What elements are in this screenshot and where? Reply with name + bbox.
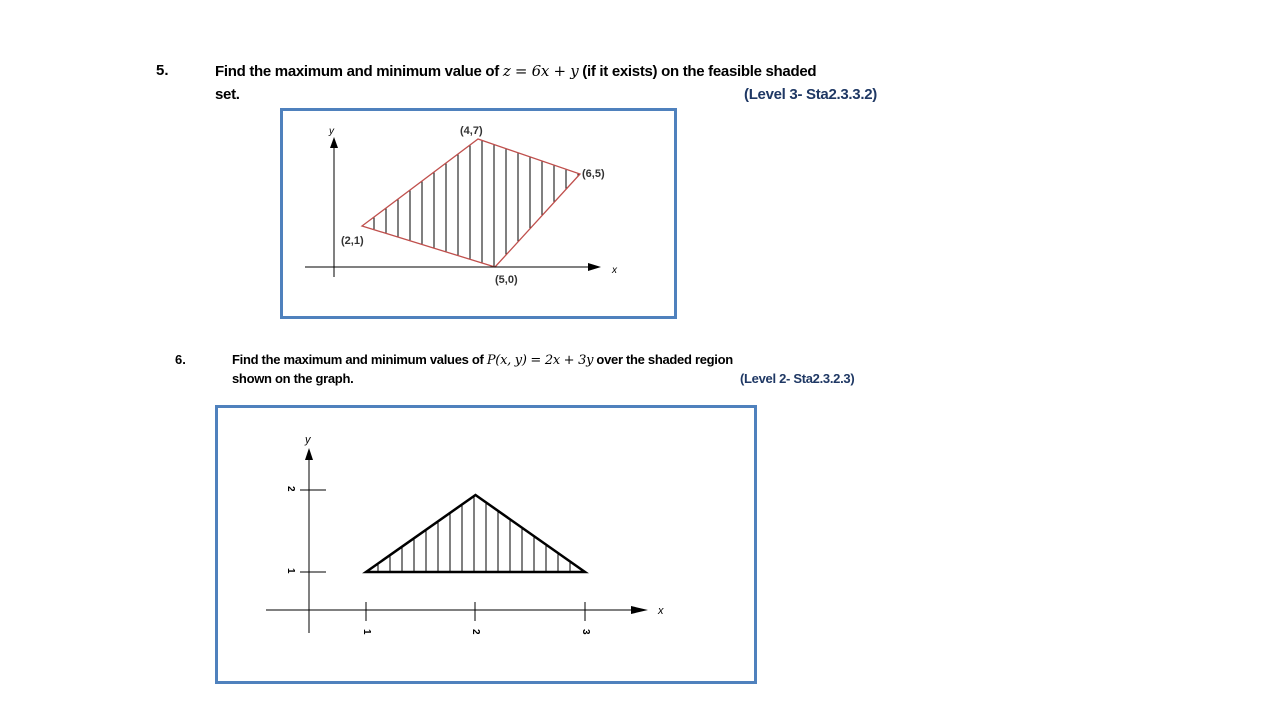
question-6-text-a: Find the maximum and minimum values of [232, 352, 487, 367]
question-6-graph-frame [215, 405, 757, 684]
question-6-x-tick-label-3: 3 [580, 629, 591, 635]
question-5-vertex-label-5-0: (5,0) [495, 274, 518, 286]
question-5-feasible-region-outline [362, 139, 580, 267]
question-5-objective: z = 6x + y [502, 62, 579, 80]
question-5-vertex-label-2-1: (2,1) [341, 235, 364, 247]
question-5-vertex-label-4-7: (4,7) [460, 125, 483, 137]
question-5-vertex-label-6-5: (6,5) [582, 168, 605, 180]
question-5-number: 5. [156, 62, 169, 79]
question-6-text-line2: shown on the graph. [232, 371, 354, 386]
question-6-y-axis-arrow [305, 448, 313, 460]
question-5-text-line1 [215, 62, 816, 80]
question-5-x-axis-arrow [588, 263, 601, 271]
question-6-x-tick-label-1: 1 [361, 629, 372, 635]
question-6-hatching [378, 496, 582, 572]
question-5-text-a: Find the maximum and minimum value of [215, 63, 503, 80]
question-6-text-b: over the shaded region [593, 352, 733, 367]
question-6-x-axis-arrow [631, 606, 648, 614]
question-6-shaded-region-outline [366, 495, 585, 572]
question-6-text-line1 [232, 352, 733, 368]
question-6-y-axis-label: y [305, 434, 311, 446]
question-6-x-axis-label: x [658, 605, 664, 617]
question-5-y-axis-arrow [330, 137, 338, 148]
question-5-graph [283, 111, 674, 316]
question-5-text-b: (if it exists) on the feasible shaded [578, 63, 817, 80]
question-6-number: 6. [175, 352, 186, 367]
question-5-graph-frame [280, 108, 677, 319]
question-5-y-axis-label: y [329, 126, 334, 137]
question-5-x-axis-label: x [612, 265, 617, 276]
question-5-hatching [374, 140, 578, 266]
question-5-text-line2: set. [215, 86, 240, 103]
question-6-y-tick-label-1: 1 [285, 568, 296, 574]
question-6-level: (Level 2- Sta2.3.2.3) [740, 371, 855, 386]
question-6-x-tick-label-2: 2 [470, 629, 481, 635]
question-6-y-tick-label-2: 2 [285, 486, 296, 492]
question-6-objective: P(x, y) = 2x + 3y [486, 353, 594, 368]
question-6-graph [218, 408, 754, 681]
question-5-level: (Level 3- Sta2.3.3.2) [744, 86, 877, 103]
